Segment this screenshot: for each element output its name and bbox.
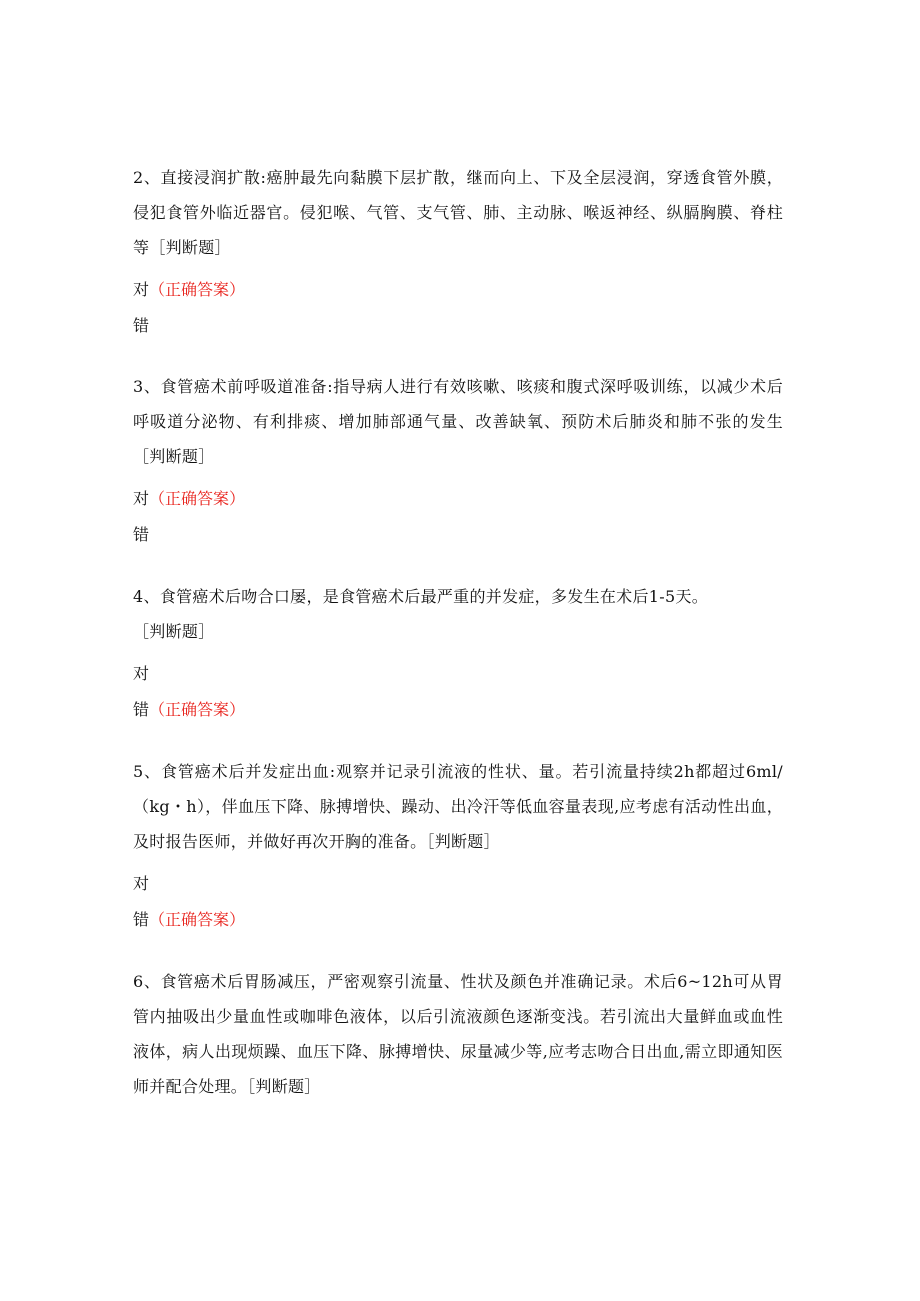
correct-answer-mark: （正确答案） — [149, 910, 246, 929]
option-label: 对 — [133, 280, 150, 299]
question-6 — [133, 964, 783, 1104]
correct-answer-mark: （正确答案） — [149, 489, 246, 508]
question-5-option-false[interactable] — [133, 908, 245, 932]
question-2-text: 2、直接浸润扩散:癌肿最先向黏膜下层扩散，继而向上、下及全层浸润，穿透食管外膜，侵犯食管外临近器官。侵犯喉、气管、支气管、肺、主动脉、喉返神经、纵膈胸膜、脊柱等 — [133, 168, 783, 257]
question-6-tag: ［判断题］ — [247, 1077, 321, 1096]
question-3-tag: ［判断题］ — [133, 447, 215, 466]
question-2 — [133, 160, 783, 265]
correct-answer-mark: （正确答案） — [149, 700, 246, 719]
question-4-option-false[interactable] — [133, 698, 245, 722]
question-2-option-false[interactable] — [133, 314, 149, 338]
option-label: 错 — [133, 700, 150, 719]
option-label: 错 — [133, 910, 150, 929]
question-5-tag: ［判断题］ — [426, 832, 500, 851]
question-3 — [133, 369, 783, 474]
option-label: 对 — [133, 874, 150, 893]
question-2-tag: ［判断题］ — [149, 238, 231, 257]
question-4-tag: ［判断题］ — [133, 622, 215, 641]
question-3-text: 3、食管癌术前呼吸道准备:指导病人进行有效咳嗽、咳痰和腹式深呼吸训练，以减少术后呼吸道分泌物、有利排痰、增加肺部通气量、改善缺氧、预防术后肺炎和肺不张的发生 — [133, 377, 783, 431]
option-label: 对 — [133, 489, 150, 508]
question-5-option-true[interactable] — [133, 872, 149, 896]
correct-answer-mark: （正确答案） — [149, 280, 246, 299]
question-3-option-true[interactable] — [133, 487, 245, 511]
question-5-text: 5、食管癌术后并发症出血:观察并记录引流液的性状、量。若引流量持续2h都超过6ml/（kg・h），伴血压下降、脉搏增快、躁动、出冷汗等低血容量表现,应考虑有活动性出血，及时报告医师，并做好再次开胸的准备。 — [133, 762, 783, 851]
question-3-option-false[interactable] — [133, 523, 149, 547]
question-5 — [133, 754, 783, 859]
option-label: 对 — [133, 664, 150, 683]
option-label: 错 — [133, 316, 150, 335]
question-6-text: 6、食管癌术后胃肠减压，严密观察引流量、性状及颜色并准确记录。术后6~12h可从胃管内抽吸出少量血性或咖啡色液体，以后引流液颜色逐渐变浅。若引流出大量鲜血或血性液体，病人出现烦躁、血压下降、脉搏增快、尿量减少等,应考志吻合日出血,需立即通知医师并配合处理。 — [133, 972, 783, 1096]
question-4-option-true[interactable] — [133, 662, 149, 686]
option-label: 错 — [133, 525, 150, 544]
question-4-text: 4、食管癌术后吻合口屡，是食管癌术后最严重的并发症，多发生在术后1-5天。 — [133, 587, 709, 606]
question-4 — [133, 579, 783, 649]
question-2-option-true[interactable] — [133, 278, 245, 302]
